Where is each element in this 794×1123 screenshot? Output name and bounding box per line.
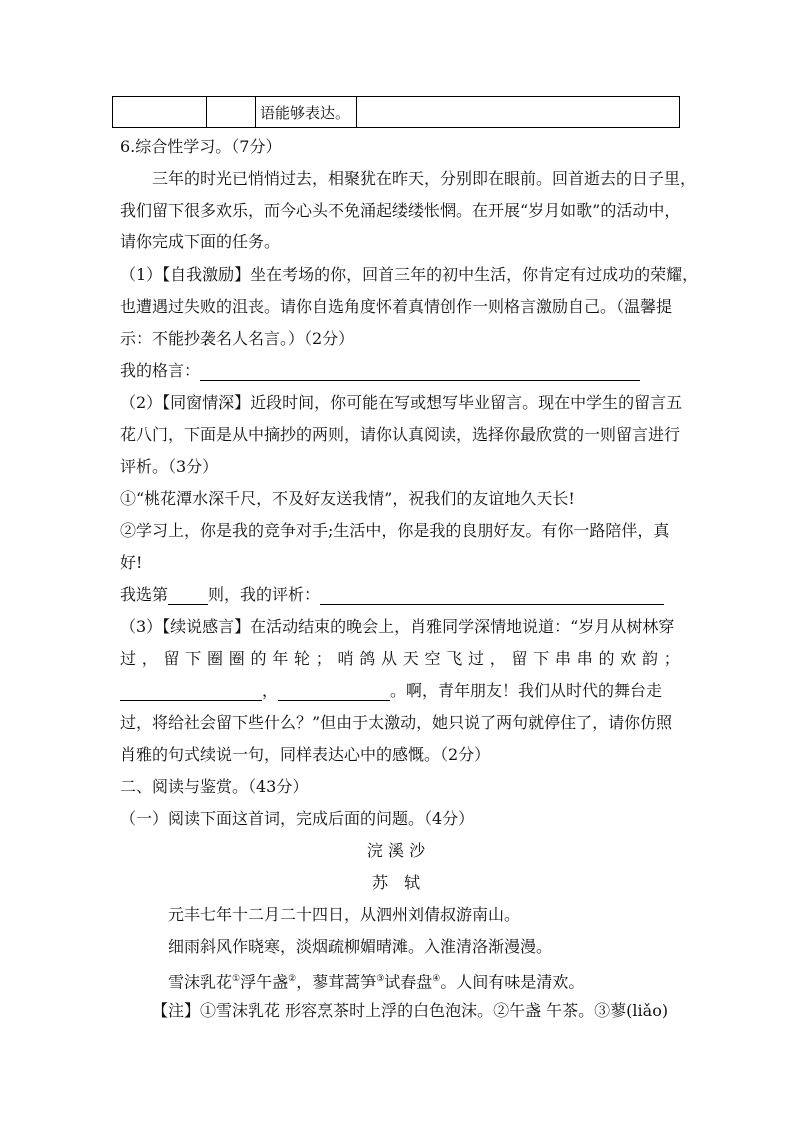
choice-number-blank[interactable] [168, 586, 208, 605]
justified-char: 哨 [337, 649, 354, 668]
justified-char: ， [489, 649, 506, 668]
justified-char: 从 [381, 649, 398, 668]
message-2: ②学习上，你是我的竞争对手;生活中，你是我的良朋好友。有你一路陪伴，真 [120, 521, 670, 540]
choice-row [120, 585, 680, 605]
continuation-blank-1[interactable] [120, 682, 262, 701]
motto-blank[interactable] [200, 362, 640, 381]
task2-line: （2）【同窗情深】近段时间，你可能在写或想写毕业留言。现在中学生的留言五 [120, 393, 683, 412]
poem-line-1: 细雨斜风作晓寒，淡烟疏柳媚晴滩。入淮清洛渐漫漫。 [168, 937, 553, 956]
task2-line: 评析。（3分） [120, 457, 219, 476]
choose-label: 我选第 [120, 585, 169, 604]
justified-char: 过 [468, 649, 485, 668]
justified-char: 韵 [642, 649, 659, 668]
task3-text: 。啊，青年朋友！我们从时代的舞台走 [390, 681, 663, 700]
footnote-mark: ① [232, 974, 241, 984]
poem-title: 浣 溪 沙 [366, 841, 426, 860]
justified-char: 留 [511, 649, 528, 668]
task2-line: 花八门，下面是从中摘抄的两则，请你认真阅读，选择你最欣赏的一则留言进行 [120, 425, 681, 444]
message-1: ①“桃花潭水深千尺，不及好友送我情”，祝我们的友谊地久天长! [120, 489, 575, 508]
poem-line-2 [168, 969, 728, 992]
question-6-title: 6.综合性学习。（7分） [120, 137, 282, 156]
motto-label: 我的格言： [120, 361, 201, 380]
justified-char: 过 [120, 649, 137, 668]
justified-char: 的 [250, 649, 267, 668]
justified-char: 串 [576, 649, 593, 668]
subsection-1-title: （一）阅读下面这首词，完成后面的问题。（4分） [120, 809, 475, 828]
table-cell [207, 97, 256, 128]
footnote-mark: ② [288, 974, 297, 984]
justified-char: ， [141, 649, 158, 668]
task1-line: 示：不能抄袭名人名言。）（2分） [120, 329, 355, 348]
intro-line: 请你完成下面的任务。 [120, 232, 281, 251]
intro-line: 三年的时光已悄悄过去，相聚犹在昨天，分别即在眼前。回首逝去的日子里， [152, 169, 697, 188]
justified-char: 空 [424, 649, 441, 668]
justified-char: ； [663, 649, 680, 668]
task3-line: 过，将给社会留下些什么？”但由于太激动，她只说了两句就停住了，请你仿照 [120, 713, 673, 732]
justified-char: 下 [185, 649, 202, 668]
task3-line-justified [120, 649, 680, 669]
poem-text: 浮午盏 [240, 972, 289, 992]
poem-author: 苏 轼 [371, 873, 420, 892]
task1-line: 也遭遇过失败的沮丧。请你自选角度怀着真情创作一则格言激励自己。（温馨提 [120, 297, 673, 316]
justified-char: 欢 [620, 649, 637, 668]
justified-char: 年 [272, 649, 289, 668]
poem-text: 试春盘 [384, 972, 433, 992]
footnote-mark: ④ [432, 974, 441, 984]
poem-preface: 元丰七年十二月二十四日，从泗州刘倩叔游南山。 [168, 905, 521, 924]
justified-char: 鸽 [359, 649, 376, 668]
justified-char: 的 [598, 649, 615, 668]
poem-text: ，蓼茸蒿笋 [296, 972, 377, 992]
table-cell: 语能够表达。 [256, 97, 357, 128]
justified-char: 轮 [294, 649, 311, 668]
footnote-mark: ③ [376, 974, 385, 984]
justified-char: 圈 [228, 649, 245, 668]
poem-text: 雪沫乳花 [168, 972, 233, 992]
justified-char: 飞 [446, 649, 463, 668]
justified-char: 天 [402, 649, 419, 668]
justified-char: ； [315, 649, 332, 668]
motto-row [120, 361, 680, 381]
message-2: 好! [120, 553, 143, 572]
poem-text: 。人间有味是清欢。 [440, 972, 585, 992]
comment-label: 则，我的评析： [208, 585, 321, 604]
justified-char: 圈 [207, 649, 224, 668]
continuation-blank-2[interactable] [278, 682, 390, 701]
task3-blank-row [120, 681, 680, 701]
answer-table [112, 96, 680, 128]
table-cell [113, 97, 207, 128]
poem-notes: 【注】①雪沫乳花 形容烹茶时上浮的白色泡沫。②午盏 午茶。③蓼(liǎo) [152, 1001, 669, 1020]
justified-char: 留 [163, 649, 180, 668]
table-cell [357, 97, 680, 128]
task1-line: （1）【自我激励】坐在考场的你，回首三年的初中生活，你肯定有过成功的荣耀， [120, 265, 699, 284]
comment-blank[interactable] [320, 586, 664, 605]
comma: ， [262, 681, 279, 700]
intro-line: 我们留下很多欢乐，而今心头不免涌起缕缕怅惘。在开展“岁月如歌”的活动中， [120, 201, 681, 220]
task3-line: 肖雅的句式续说一句，同样表达心中的感慨。（2分） [120, 745, 491, 764]
justified-char: 下 [533, 649, 550, 668]
section-2-title: 二、阅读与鉴赏。（43分） [120, 777, 309, 796]
justified-char: 串 [555, 649, 572, 668]
task3-line: （3）【续说感言】在活动结束的晚会上，肖雅同学深情地说道：“岁月从树林穿 [120, 617, 675, 636]
